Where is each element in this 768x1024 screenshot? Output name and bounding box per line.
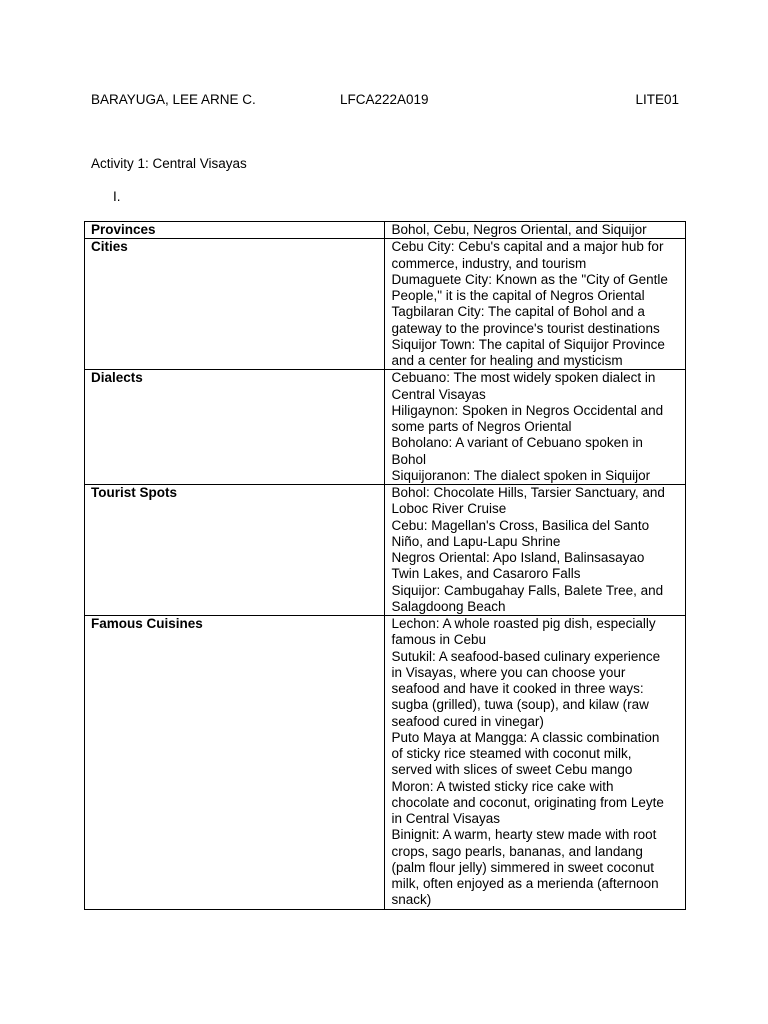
value-line: seafood and have it cooked in three ways: [391, 681, 644, 696]
row-label: Tourist Spots [85, 485, 385, 616]
value-line: of sticky rice steamed with coconut milk, [391, 746, 632, 761]
course-code: LITE01 [635, 92, 679, 107]
value-line: some parts of Negros Oriental [391, 419, 572, 434]
value-line: (palm flour jelly) simmered in sweet coconut [391, 859, 655, 875]
table-row [85, 222, 686, 239]
row-label: Provinces [85, 222, 385, 239]
value-line: Twin Lakes, and Casaroro Falls [391, 566, 581, 582]
value-line: Bohol, Cebu, Negros Oriental, and Siquijor [391, 222, 647, 237]
row-label: Cities [85, 239, 385, 370]
value-line: Central Visayas [391, 386, 486, 402]
table-row [85, 485, 686, 616]
value-line: Niño, and Lapu-Lapu Shrine [391, 533, 561, 549]
row-value [385, 616, 686, 910]
value-line: Siquijor Town: The capital of Siquijor Province [391, 336, 665, 352]
value-line: served with slices of sweet Cebu mango [391, 762, 633, 778]
value-line: snack) [391, 892, 432, 908]
value-line: Hiligaynon: Spoken in Negros Occidental and [391, 402, 664, 418]
row-value [385, 222, 686, 239]
value-line: Cebuano: The most widely spoken dialect in [391, 370, 656, 386]
value-line: crops, sago pearls, bananas, and landang [391, 843, 643, 859]
table-row [85, 370, 686, 485]
activity-title: Activity 1: Central Visayas [91, 156, 247, 171]
value-line: commerce, industry, and tourism [391, 255, 587, 271]
row-label: Famous Cuisines [85, 616, 385, 910]
value-line: Dumaguete City: Known as the "City of Gentle [391, 271, 668, 287]
value-line: Cebu City: Cebu's capital and a major hub for [391, 239, 664, 255]
value-line: gateway to the province's tourist destinations [391, 320, 660, 336]
value-line: Siquijoranon: The dialect spoken in Siquijor [391, 467, 651, 483]
value-line: and a center for healing and mysticism [391, 353, 623, 368]
value-line: People," it is the capital of Negros Oriental [391, 288, 645, 303]
value-line: sugba (grilled), tuwa (soup), and kilaw (raw [391, 697, 649, 713]
value-line: famous in Cebu [391, 632, 487, 648]
value-line: Bohol [391, 451, 426, 467]
value-line: seafood cured in vinegar) [391, 713, 544, 729]
value-line: Sutukil: A seafood-based culinary experience [391, 648, 661, 664]
central-visayas-table [84, 221, 686, 910]
value-line: Tagbilaran City: The capital of Bohol and a [391, 304, 645, 320]
row-value [385, 239, 686, 370]
value-line: in Central Visayas [391, 811, 501, 826]
row-value [385, 485, 686, 616]
row-value [385, 370, 686, 485]
value-line: Lechon: A whole roasted pig dish, especially [391, 616, 656, 631]
value-line: milk, often enjoyed as a merienda (afternoon [391, 876, 659, 891]
table-row [85, 239, 686, 370]
student-name: BARAYUGA, LEE ARNE C. [91, 92, 256, 107]
value-line: in Visayas, where you can choose your [391, 664, 626, 680]
value-line: chocolate and coconut, originating from Leyte [391, 794, 664, 810]
value-line: Bohol: Chocolate Hills, Tarsier Sanctuary, and [391, 485, 665, 500]
document-header [91, 92, 679, 110]
table-row [85, 616, 686, 910]
table-body [85, 222, 686, 910]
value-line: Siquijor: Cambugahay Falls, Balete Tree, and [391, 582, 664, 598]
value-line: Negros Oriental: Apo Island, Balinsasayao [391, 550, 645, 565]
value-line: Loboc River Cruise [391, 501, 507, 517]
value-line: Salagdoong Beach [391, 598, 506, 614]
student-id: LFCA222A019 [340, 92, 429, 107]
value-line: Cebu: Magellan's Cross, Basilica del Santo [391, 517, 650, 533]
row-label: Dialects [85, 370, 385, 485]
section-number: I. [113, 189, 121, 204]
value-line: Binignit: A warm, hearty stew made with root [391, 827, 657, 843]
value-line: Moron: A twisted sticky rice cake with [391, 778, 614, 794]
value-line: Puto Maya at Mangga: A classic combination [391, 729, 660, 745]
value-line: Boholano: A variant of Cebuano spoken in [391, 435, 643, 451]
